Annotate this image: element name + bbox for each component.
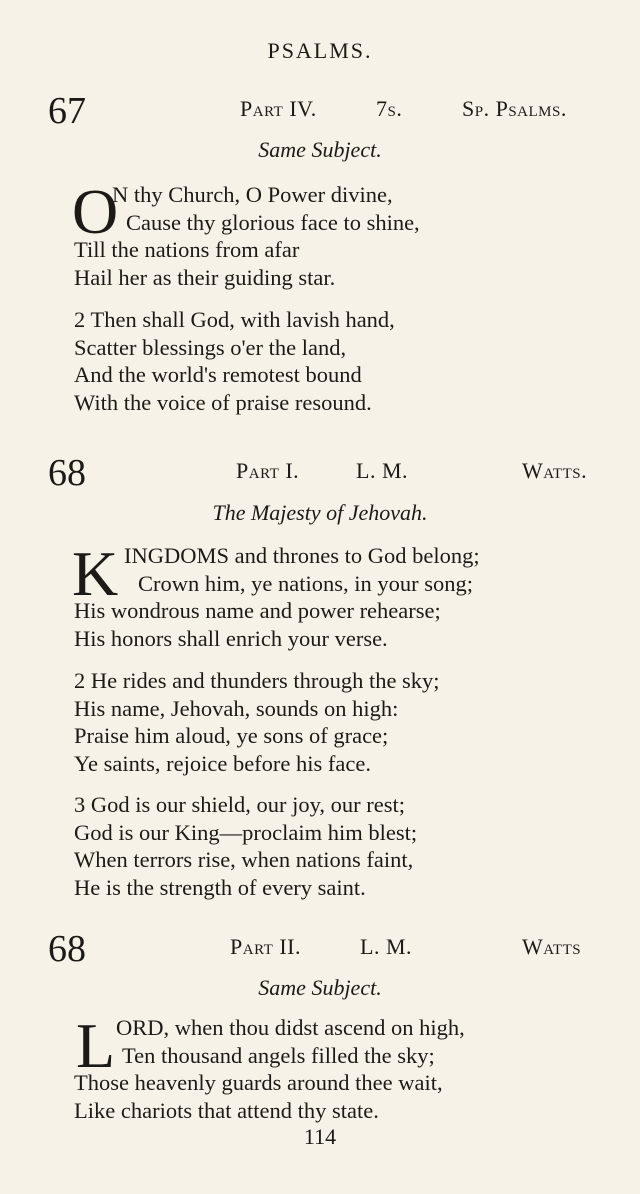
verse-line: Those heavenly guards around thee wait, (74, 1070, 443, 1095)
verse-line: With the voice of praise resound. (74, 389, 372, 415)
drop-cap: K (72, 538, 119, 609)
verse-line: 2 Then shall God, with lavish hand, (74, 307, 395, 332)
hymn-source: Watts (522, 934, 582, 959)
hymn-part: Part I. (236, 458, 300, 483)
verse-line: Like chariots that attend thy state. (74, 1097, 379, 1123)
verse-line: N thy Church, O Power divine, (112, 182, 393, 207)
verse-line: Hail her as their guiding star. (74, 264, 336, 290)
verse-line: Crown him, ye nations, in your song; (138, 570, 473, 596)
drop-cap: L (76, 1010, 116, 1081)
stanza (74, 667, 440, 777)
verse-line: Ten thousand angels filled the sky; (122, 1042, 435, 1068)
drop-cap: O (72, 176, 119, 247)
hymn-source: Watts. (522, 458, 588, 483)
stanza (74, 1010, 465, 1124)
verse-line: 2 He rides and thunders through the sky; (74, 668, 440, 693)
verse-line: When terrors rise, when nations faint, (74, 847, 414, 872)
page-number: 114 (303, 1124, 337, 1149)
stanza (74, 306, 395, 416)
verse-line: 3 God is our shield, our joy, our rest; (74, 792, 406, 817)
verse-line: God is our King—proclaim him blest; (74, 819, 418, 845)
hymn-number: 68 (48, 928, 86, 970)
hymn-meter: L. M. (360, 934, 412, 959)
verse-line: Scatter blessings o'er the land, (74, 334, 347, 360)
verse-line: INGDOMS and thrones to God belong; (124, 543, 480, 568)
hymn-part: Part IV. (240, 96, 317, 121)
running-head: PSALMS. (267, 38, 373, 63)
stanza (72, 538, 480, 652)
verse-line: Ye saints, rejoice before his face. (74, 750, 371, 776)
hymn-number: 68 (48, 452, 86, 494)
hymn-source: Sp. Psalms. (462, 96, 567, 121)
verse-line: He is the strength of every saint. (74, 874, 366, 900)
hymn-meter: 7s. (376, 96, 403, 121)
verse-line: His name, Jehovah, sounds on high: (74, 695, 399, 721)
hymn-part: Part II. (230, 934, 301, 959)
hymn-subject: Same Subject. (258, 137, 382, 162)
verse-line: His honors shall enrich your verse. (74, 625, 388, 651)
verse-line: His wondrous name and power rehearse; (74, 598, 441, 623)
verse-line: Praise him aloud, ye sons of grace; (74, 723, 389, 748)
stanza (72, 176, 420, 291)
hymn-number: 67 (48, 90, 86, 132)
hymn-meter: L. M. (356, 458, 408, 483)
verse-line: Cause thy glorious face to shine, (126, 209, 420, 235)
verse-line: ORD, when thou didst ascend on high, (116, 1015, 465, 1040)
verse-line: And the world's remotest bound (74, 362, 362, 387)
verse-line: Till the nations from afar (74, 237, 300, 262)
hymn-subject: Same Subject. (258, 975, 382, 1000)
hymn-subject: The Majesty of Jehovah. (212, 500, 428, 525)
stanza (74, 791, 417, 901)
